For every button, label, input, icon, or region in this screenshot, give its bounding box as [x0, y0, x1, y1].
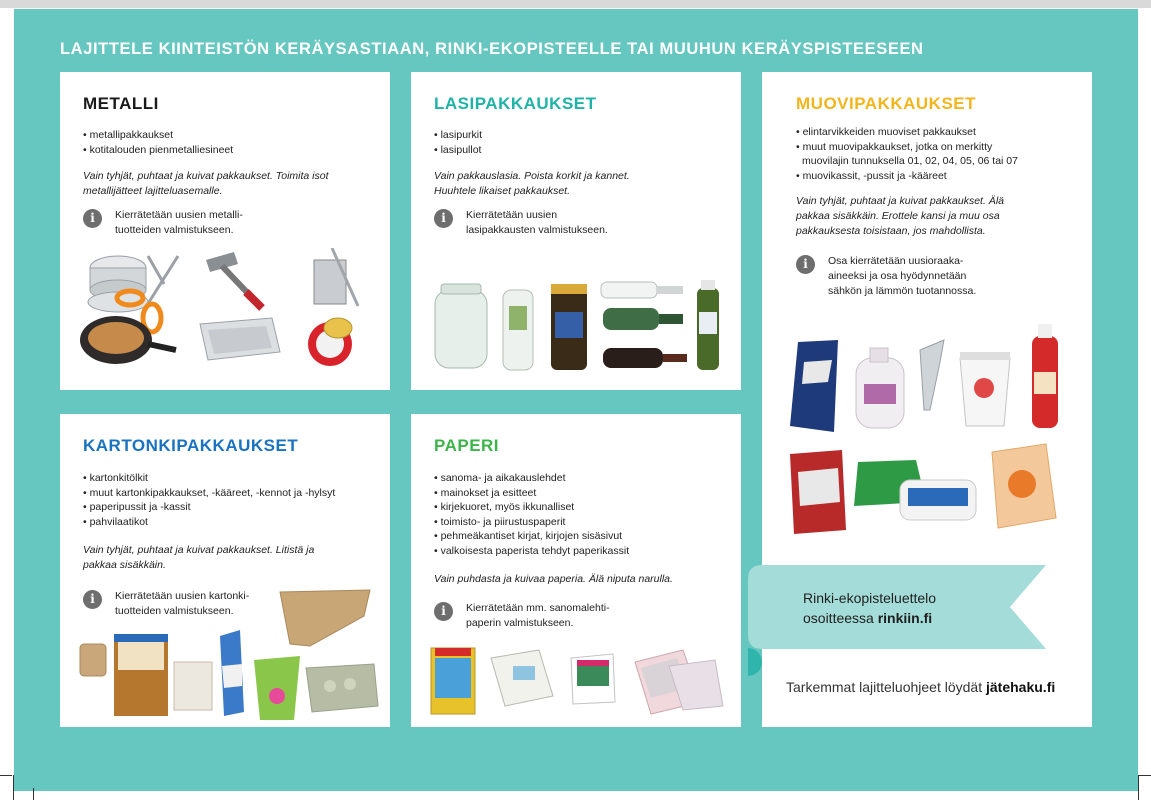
instruction-note: Vain tyhjät, puhtaat ja kuivat pakkaukset. Älä pakkaa sisäkkäin. Erottele kansi ja muu osa pakkauksesta toisistaan, jos mahdollista.: [796, 195, 1004, 237]
info-text: Kierrätetään uusien lasipakkausten valmistukseen.: [466, 209, 608, 236]
info-text: Osa kierrätetään uusioraaka- aineeksi ja osa hyödynnetään sähkön ja lämmön tuotannossa.: [828, 255, 977, 297]
plastic-wrapper-icon: [790, 340, 838, 432]
card-paperi: [411, 414, 741, 727]
info-text: Kierrätetään mm. sanomalehti- paperin valmistukseen.: [466, 602, 610, 629]
list-item: • kirjekuoret, myös ikkunalliset: [434, 500, 629, 515]
magazines-icon: [635, 650, 723, 714]
plastic-bag-icon: [992, 444, 1056, 528]
cardboard-box-icon: [280, 590, 370, 646]
margarine-tub-icon: [900, 480, 976, 520]
list-item: • sanoma- ja aikakauslehdet: [434, 471, 629, 486]
item-list: [434, 471, 629, 558]
paper-bag-icon: [174, 662, 212, 710]
card-kartonkipakkaukset: [60, 414, 390, 727]
list-item: • muut muovipakkaukset, jotka on merkitty: [796, 140, 1018, 155]
info-row: [434, 208, 608, 238]
detergent-bottle-icon: [856, 348, 904, 428]
list-item: • paperipussit ja -kassit: [83, 500, 335, 515]
card-lasipakkaukset: [411, 72, 741, 390]
info-icon: i: [796, 255, 815, 274]
info-row: [83, 208, 243, 238]
newspapers-icon: [491, 650, 553, 706]
list-item: • toimisto- ja piirustuspaperit: [434, 515, 629, 530]
crop-mark: [33, 788, 34, 800]
list-item: • muut kartonkipakkaukset, -kääreet, -kennot ja -hylsyt: [83, 486, 335, 501]
ribbon-text: Rinki-ekopisteluettelo osoitteessa rinkiin.fi: [803, 590, 937, 626]
instruction-note: Vain tyhjät, puhtaat ja kuivat pakkaukset. Litistä ja pakkaa sisäkkäin.: [83, 544, 315, 571]
list-item: • kartonkitölkit: [83, 471, 335, 486]
list-item: • lasipullot: [434, 143, 482, 158]
list-item: • elintarvikkeiden muoviset pakkaukset: [796, 125, 1018, 140]
list-item: • lasipurkit: [434, 128, 482, 143]
card-title: MUOVIPAKKAUKSET: [796, 94, 977, 113]
info-icon: i: [434, 602, 453, 621]
item-list: [796, 125, 1018, 183]
olive-jar-icon: [551, 284, 587, 370]
funnel-lid-icon: [920, 340, 944, 410]
product-photos: [429, 644, 729, 719]
clear-bottle-icon: [601, 282, 683, 298]
jar-lids-icon: [308, 318, 352, 366]
list-item: • muovikassit, -pussit ja -kääreet: [796, 169, 1018, 184]
hammer-icon: [206, 252, 262, 308]
crop-mark: [1138, 775, 1139, 800]
crop-mark: [13, 775, 14, 800]
footer-text: Tarkemmat lajitteluohjeet löydät jätehaku.fi: [786, 679, 1056, 695]
egg-carton-icon: [306, 664, 378, 712]
crop-mark: [1139, 775, 1151, 776]
info-text: Kierrätetään uusien kartonki- tuotteiden valmistukseen.: [115, 590, 250, 617]
item-list: [434, 128, 482, 157]
info-icon: i: [83, 209, 102, 228]
card-title: LASIPAKKAUKSET: [434, 94, 597, 113]
flyer-icon: [571, 654, 615, 704]
card-title: METALLI: [83, 94, 159, 113]
item-list: [83, 471, 335, 529]
info-row: [434, 601, 610, 631]
comic-magazine-icon: [431, 648, 475, 714]
milk-carton-icon: [220, 630, 244, 716]
foil-tray-icon: [200, 318, 280, 360]
yogurt-cups-icon: [960, 352, 1010, 426]
item-list: [83, 128, 233, 157]
instruction-note: Vain puhdasta ja kuivaa paperia. Älä niputa narulla.: [434, 573, 673, 585]
ketchup-bottle-icon: [1032, 324, 1058, 428]
product-photos: [784, 322, 1062, 537]
info-icon: i: [83, 590, 102, 609]
juice-carton-icon: [254, 656, 300, 720]
cereal-box-icon: [114, 634, 168, 716]
dark-bottle-icon: [603, 348, 687, 368]
info-icon: i: [434, 209, 453, 228]
list-item: • mainokset ja esitteet: [434, 486, 629, 501]
glass-jar-icon: [435, 284, 487, 368]
list-item: • valkoisesta paperista tehdyt paperikassit: [434, 544, 629, 559]
toilet-roll-tube-icon: [80, 644, 106, 676]
info-text: Kierrätetään uusien metalli- tuotteiden valmistukseen.: [115, 209, 243, 236]
card-title: PAPERI: [434, 436, 500, 455]
oil-bottle-icon: [697, 280, 719, 370]
instruction-note: Vain pakkauslasia. Poista korkit ja kannet. Huuhtele likaiset pakkaukset.: [434, 170, 630, 197]
product-photos: [74, 586, 380, 721]
tin-can-fork-icon: [314, 248, 358, 306]
green-bottle-icon: [603, 308, 683, 330]
top-bar: [0, 0, 1151, 8]
list-item: muovilajin tunnuksella 01, 02, 04, 05, 06 tai 07: [802, 155, 1018, 167]
list-item: • pahvilaatikot: [83, 515, 335, 530]
info-row: [796, 254, 976, 299]
rinkiin-link[interactable]: rinkiin.fi: [877, 610, 933, 626]
list-item: • pehmeäkantiset kirjat, kirjojen sisäsivut: [434, 529, 629, 544]
product-photos: [76, 248, 376, 373]
card-title: KARTONKIPAKKAUKSET: [83, 436, 299, 455]
list-item: • kotitalouden pienmetalliesineet: [83, 143, 233, 158]
jatehaku-link[interactable]: jätehaku.fi: [986, 679, 1056, 695]
glass-bottle-icon: [503, 290, 533, 370]
product-photos: [431, 276, 726, 374]
crop-mark: [0, 775, 12, 776]
snack-bag-icon: [790, 450, 846, 534]
card-metalli: [60, 72, 390, 390]
instruction-note: Vain tyhjät, puhtaat ja kuivat pakkaukset. Toimita isot metallijätteet lajitteluasemalle.: [83, 170, 329, 197]
list-item: • metallipakkaukset: [83, 128, 233, 143]
poster-headline: LAJITTELE KIINTEISTÖN KERÄYSASTIAAN, RINKI-EKOPISTEELLE TAI MUUHUN KERÄYSPISTEESEEN: [60, 40, 924, 58]
